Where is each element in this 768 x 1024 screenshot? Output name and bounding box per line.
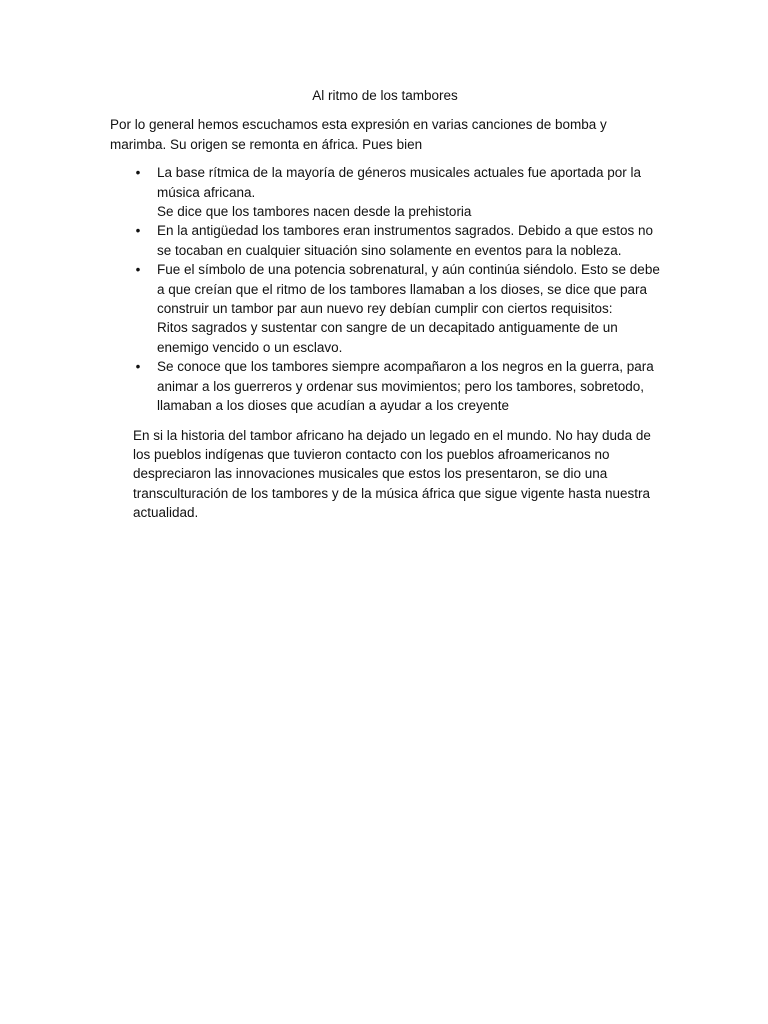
- bullet-marker: •: [135, 165, 141, 181]
- list-item: [110, 260, 660, 357]
- list-item-text: Se dice que los tambores nacen desde la prehistoria: [157, 204, 472, 220]
- list-item-text: Se conoce que los tambores siempre acompañaron a los negros en la guerra, para animar a los guerreros y ordenar sus movimientos; pero los tambores, sobretodo, llamaban a los dioses que acudían a ayudar a los creyente: [157, 359, 654, 414]
- bullet-marker: •: [135, 262, 141, 278]
- bullet-list: [110, 163, 660, 415]
- list-item-text: Fue el símbolo de una potencia sobrenatural, y aún continúa siéndolo. Esto se debe a que creían que el ritmo de los tambores llamaban a los dioses, se dice que para construir un tambor par aun nuevo rey debían cumplir con ciertos requisitos:: [157, 262, 660, 317]
- list-item-text: Ritos sagrados y sustentar con sangre de un decapitado antiguamente de un enemigo vencido o un esclavo.: [157, 320, 618, 355]
- document-title: Al ritmo de los tambores: [312, 88, 458, 103]
- closing-paragraph: En si la historia del tambor africano ha dejado un legado en el mundo. No hay duda de los pueblos indígenas que tuvieron contacto con los pueblos afroamericanos no despreciaron las innovaciones musicales que estos los presentaron, se dio una transculturación de los tambores y de la música áfrica que sigue vigente hasta nuestra actualidad.: [133, 427, 651, 521]
- list-item: [110, 357, 660, 415]
- list-item: [110, 163, 660, 221]
- bullet-marker: •: [135, 359, 141, 375]
- bullet-marker: •: [135, 223, 141, 239]
- document-body: [110, 86, 660, 523]
- list-item-text: En la antigüedad los tambores eran instrumentos sagrados. Debido a que estos no se tocaban en cualquier situación sino solamente en eventos para la nobleza.: [157, 223, 654, 258]
- intro-paragraph: Por lo general hemos escuchamos esta expresión en varias canciones de bomba y marimba. Su origen se remonta en áfrica. Pues bien: [110, 117, 607, 152]
- list-item-text: La base rítmica de la mayoría de géneros musicales actuales fue aportada por la música africana.: [157, 165, 642, 200]
- list-item: [110, 221, 660, 260]
